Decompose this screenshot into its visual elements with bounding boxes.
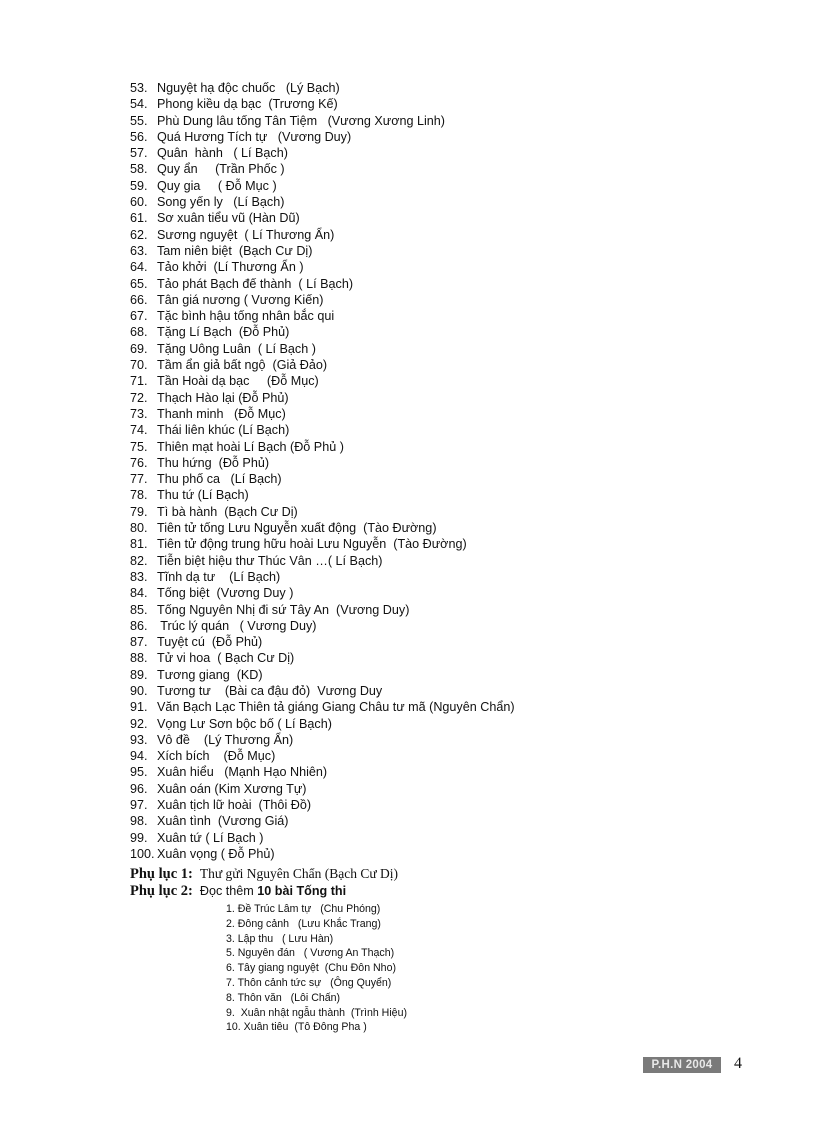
list-item — [130, 471, 515, 487]
list-item — [130, 276, 515, 292]
list-item-number: 62. — [130, 227, 148, 242]
list-item — [130, 716, 515, 732]
list-item-number: 63. — [130, 243, 148, 258]
list-item — [130, 129, 515, 145]
list-item — [130, 390, 515, 406]
list-item — [130, 210, 515, 226]
list-item — [130, 487, 515, 503]
list-item-text: Tảo khởi (Lí Thương Ẩn ) — [157, 260, 304, 275]
list-item-text: Xuân tịch lữ hoài (Thôi Đồ) — [157, 798, 312, 813]
list-item-number: 84. — [130, 586, 148, 601]
list-item-number: 54. — [130, 97, 148, 112]
list-item-text: Thu hứng (Đỗ Phủ) — [157, 455, 270, 470]
list-item-number: 86. — [130, 618, 148, 633]
list-item-number: 85. — [130, 602, 148, 617]
list-item-text: Tảo phát Bạch đế thành ( Lí Bạch) — [157, 276, 354, 291]
list-item — [130, 178, 515, 194]
list-item-text: Quy ẩn (Trần Phốc ) — [157, 162, 285, 177]
list-item-number: 73. — [130, 406, 148, 421]
list-item-text: Quy gia ( Đỗ Mục ) — [157, 178, 277, 193]
list-item — [130, 145, 515, 161]
list-item-number: 70. — [130, 358, 148, 373]
list-item — [130, 553, 515, 569]
list-item-text: Vọng Lư Sơn bộc bố ( Lí Bạch) — [157, 716, 332, 731]
list-item — [130, 341, 515, 357]
list-item — [130, 292, 515, 308]
list-item-number: 96. — [130, 781, 148, 796]
list-item-text: Xuân tứ ( Lí Bạch ) — [157, 830, 264, 845]
list-item-number: 98. — [130, 814, 148, 829]
appendix-2-item: 2. Đông cảnh (Lưu Khắc Trang) — [226, 917, 381, 930]
list-item-text: Song yến ly (Lí Bạch) — [157, 195, 285, 210]
list-item-number: 80. — [130, 521, 148, 536]
list-item-text: Xuân vọng ( Đỗ Phủ) — [157, 846, 275, 861]
list-item-text: Thu phố ca (Lí Bạch) — [157, 472, 282, 487]
list-item-number: 72. — [130, 390, 148, 405]
list-item-text: Thu tứ (Lí Bạch) — [157, 488, 249, 503]
list-item — [130, 846, 515, 862]
list-item-text: Trúc lý quán ( Vương Duy) — [157, 618, 317, 633]
list-item-number: 64. — [130, 260, 148, 275]
list-item — [130, 569, 515, 585]
list-item-number: 77. — [130, 472, 148, 487]
appendix-2-item: 3. Lập thu ( Lưu Hàn) — [226, 932, 334, 945]
appendix-2-text-prefix: Đọc thêm — [199, 884, 258, 898]
list-item-number: 83. — [130, 569, 148, 584]
list-item-number: 100. — [130, 846, 155, 861]
list-item-text: Tiên tử động trung hữu hoài Lưu Nguyễn (Tào Đường) — [157, 537, 467, 552]
list-item — [130, 194, 515, 210]
list-item-text: Tặng Lí Bạch (Đỗ Phủ) — [157, 325, 290, 340]
list-item — [130, 308, 515, 324]
appendix-1-text: Thư gửi Nguyên Chẩn (Bạch Cư Dị) — [199, 866, 399, 881]
page-number: 4 — [734, 1055, 742, 1072]
appendix-1 — [130, 865, 398, 883]
list-item-text: Tống biệt (Vương Duy ) — [157, 586, 294, 601]
list-item-text: Tống Nguyên Nhị đi sứ Tây An (Vương Duy) — [157, 602, 410, 617]
list-item-number: 75. — [130, 439, 148, 454]
list-item-text: Tiễn biệt hiệu thư Thúc Vân …( Lí Bạch) — [157, 553, 383, 568]
appendix-2-item: 9. Xuân nhật ngẫu thành (Trình Hiệu) — [226, 1006, 407, 1019]
list-item — [130, 830, 515, 846]
list-item-number: 68. — [130, 325, 148, 340]
list-item — [130, 259, 515, 275]
appendix-2-list — [226, 902, 407, 1035]
list-item-number: 99. — [130, 830, 148, 845]
list-item-number: 95. — [130, 765, 148, 780]
list-item-number: 56. — [130, 129, 148, 144]
list-item-number: 59. — [130, 178, 148, 193]
list-item-text: Vô đề (Lý Thương Ẩn) — [157, 732, 294, 747]
list-item — [130, 96, 515, 112]
list-item-text: Thái liên khúc (Lí Bạch) — [157, 423, 290, 438]
list-item — [130, 650, 515, 666]
list-item-text: Phù Dung lâu tống Tân Tiệm (Vương Xương Linh) — [157, 113, 445, 128]
list-item-number: 61. — [130, 211, 148, 226]
list-item-text: Nguyệt hạ độc chuốc (Lý Bạch) — [157, 81, 340, 95]
list-item-number: 87. — [130, 635, 148, 650]
list-item-text: Quân hành ( Lí Bạch) — [157, 146, 288, 161]
list-item — [130, 504, 515, 520]
list-item — [130, 80, 515, 96]
list-item — [130, 764, 515, 780]
list-item — [130, 699, 515, 715]
list-item-text: Tầm ẩn giả bất ngộ (Giả Đảo) — [157, 358, 328, 373]
list-item-number: 67. — [130, 309, 148, 324]
appendix-2-text-bold: 10 bài Tống thi — [257, 884, 347, 898]
list-item-text: Tuyệt cú (Đỗ Phủ) — [157, 635, 263, 650]
list-item-number: 66. — [130, 292, 148, 307]
appendix-2-item: 5. Nguyên đán ( Vương An Thạch) — [226, 947, 395, 960]
list-item-text: Tiên tử tống Lưu Nguyễn xuất động (Tào Đường) — [157, 521, 437, 536]
list-item — [130, 732, 515, 748]
list-item-number: 81. — [130, 537, 148, 552]
list-item-number: 74. — [130, 423, 148, 438]
list-item — [130, 439, 515, 455]
appendix-2-item: 6. Tây giang nguyệt (Chu Đôn Nho) — [226, 962, 396, 975]
list-item-text: Tĩnh dạ tư (Lí Bạch) — [157, 569, 281, 584]
list-item-number: 55. — [130, 113, 148, 128]
list-item-text: Thạch Hào lại (Đỗ Phủ) — [157, 390, 289, 405]
list-item-number: 79. — [130, 504, 148, 519]
list-item — [130, 667, 515, 683]
list-item-number: 60. — [130, 195, 148, 210]
list-item-number: 92. — [130, 716, 148, 731]
list-item-text: Tương giang (KD) — [157, 667, 263, 682]
appendix-2-item: 7. Thôn cảnh tức sự (Ông Quyển) — [226, 976, 392, 989]
list-item-number: 88. — [130, 651, 148, 666]
list-item-text: Tặng Uông Luân ( Lí Bạch ) — [157, 341, 316, 356]
list-item-number: 71. — [130, 374, 148, 389]
appendix-1-label: Phụ lục 1: — [130, 866, 193, 882]
list-item-text: Tam niên biệt (Bạch Cư Dị) — [157, 243, 313, 258]
list-item — [130, 227, 515, 243]
list-item — [130, 813, 515, 829]
list-item — [130, 781, 515, 797]
list-item-number: 76. — [130, 455, 148, 470]
list-item-number: 53. — [130, 81, 148, 95]
list-item-number: 90. — [130, 683, 148, 698]
list-item-number: 93. — [130, 732, 148, 747]
list-item-number: 58. — [130, 162, 148, 177]
list-item-number: 91. — [130, 700, 148, 715]
list-item — [130, 455, 515, 471]
list-item-number: 94. — [130, 749, 148, 764]
list-item-number: 78. — [130, 488, 148, 503]
list-item — [130, 406, 515, 422]
appendix-2-item: 8. Thôn văn (Lôi Chấn) — [226, 991, 341, 1004]
list-item-text: Tặc bình hậu tống nhân bắc qui — [157, 309, 335, 324]
list-item — [130, 602, 515, 618]
list-item — [130, 161, 515, 177]
list-item-text: Sương nguyệt ( Lí Thương Ẩn) — [157, 227, 335, 242]
list-item-number: 82. — [130, 553, 148, 568]
list-item — [130, 585, 515, 601]
list-item — [130, 373, 515, 389]
list-item — [130, 797, 515, 813]
list-item-text: Xuân hiểu (Mạnh Hạo Nhiên) — [157, 765, 328, 780]
list-item-text: Tử vi hoa ( Bạch Cư Dị) — [157, 651, 295, 666]
appendix-2-item: 10. Xuân tiêu (Tô Đông Pha ) — [226, 1021, 367, 1034]
list-item-text: Xuân oán (Kim Xương Tự) — [157, 781, 307, 796]
list-item — [130, 422, 515, 438]
list-item-text: Tương tư (Bài ca đậu đỏ) Vương Duy — [157, 683, 383, 698]
list-item-text: Tì bà hành (Bạch Cư Dị) — [157, 504, 298, 519]
list-item-text: Xuân tình (Vương Giá) — [157, 814, 289, 829]
list-item-text: Phong kiều dạ bạc (Trương Kế) — [157, 97, 338, 112]
list-item — [130, 618, 515, 634]
list-item-number: 69. — [130, 341, 148, 356]
list-item-number: 57. — [130, 146, 148, 161]
list-item-text: Tân giá nương ( Vương Kiến) — [157, 292, 324, 307]
list-item-text: Sơ xuân tiểu vũ (Hàn Dũ) — [157, 211, 300, 226]
appendix-2-item: 1. Đề Trúc Lâm tự (Chu Phóng) — [226, 903, 381, 915]
list-item — [130, 748, 515, 764]
list-item-text: Xích bích (Đỗ Mục) — [157, 749, 276, 764]
list-item — [130, 536, 515, 552]
list-item-number: 89. — [130, 667, 148, 682]
footer-badge: P.H.N 2004 — [643, 1057, 721, 1073]
list-item — [130, 520, 515, 536]
list-item-text: Tần Hoài dạ bạc (Đỗ Mục) — [157, 374, 319, 389]
appendix-2 — [130, 883, 346, 900]
list-item-number: 97. — [130, 798, 148, 813]
list-item-text: Văn Bạch Lạc Thiên tả giáng Giang Châu tư mã (Nguyên Chẩn) — [157, 700, 515, 715]
poem-list — [130, 80, 515, 862]
list-item-text: Quá Hương Tích tự (Vương Duy) — [157, 129, 352, 144]
list-item — [130, 357, 515, 373]
appendix-2-label: Phụ lục 2: — [130, 883, 193, 899]
list-item — [130, 683, 515, 699]
list-item-text: Thiên mạt hoài Lí Bạch (Đỗ Phủ ) — [157, 439, 344, 454]
list-item — [130, 324, 515, 340]
list-item-text: Thanh minh (Đỗ Mục) — [157, 406, 286, 421]
list-item-number: 65. — [130, 276, 148, 291]
list-item — [130, 243, 515, 259]
list-item — [130, 634, 515, 650]
list-item — [130, 113, 515, 129]
